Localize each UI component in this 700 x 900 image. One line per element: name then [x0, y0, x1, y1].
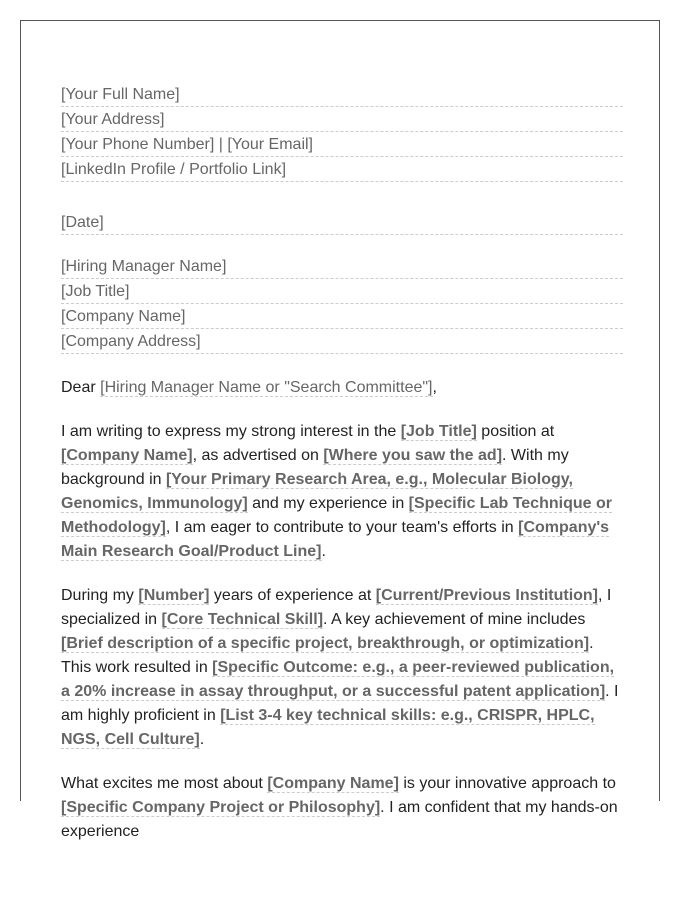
body-text: , as advertised on: [192, 447, 324, 464]
paragraph-2: [61, 584, 623, 752]
letter-body: [61, 83, 623, 844]
body-text: , I am eager to contribute to your team's efforts in: [165, 519, 519, 536]
placeholder-field[interactable]: [Specific Outcome: e.g., a peer-reviewed publication, a 20% increase in assay throughput, or a successful patent application]: [61, 659, 615, 700]
body-text: During my: [61, 587, 139, 604]
date-field[interactable]: [Date]: [61, 211, 623, 235]
company-name-field[interactable]: [Company Name]: [61, 305, 623, 329]
salutation-suffix: ,: [432, 379, 437, 396]
body-text: . I am confident that my hands-on experience: [61, 799, 618, 840]
placeholder-field[interactable]: [Current/Previous Institution]: [375, 587, 599, 604]
placeholder-field[interactable]: [Company Name]: [61, 447, 193, 464]
body-text: . With my background in: [61, 447, 569, 488]
placeholder-field[interactable]: [Specific Company Project or Philosophy]: [61, 799, 381, 816]
sender-contact-field[interactable]: [Your Phone Number] | [Your Email]: [61, 133, 623, 157]
placeholder-field[interactable]: [Company's Main Research Goal/Product Line]: [61, 519, 610, 560]
body-text: What excites me most about: [61, 775, 268, 792]
body-text: .: [199, 731, 205, 748]
hiring-manager-field[interactable]: [Hiring Manager Name]: [61, 255, 623, 279]
placeholder-field[interactable]: [Where you saw the ad]: [323, 447, 503, 464]
body-text: . This work resulted in: [61, 635, 594, 676]
body-text: position at: [476, 423, 555, 440]
placeholder-field[interactable]: [Core Technical Skill]: [161, 611, 324, 628]
body-text: and my experience in: [247, 495, 409, 512]
body-text: years of experience at: [209, 587, 376, 604]
letter-page: [20, 20, 660, 840]
salutation-prefix: Dear: [61, 379, 101, 396]
placeholder-field[interactable]: [List 3-4 key technical skills: e.g., CRISPR, HPLC, NGS, Cell Culture]: [61, 707, 595, 748]
job-title-field[interactable]: [Job Title]: [61, 280, 623, 304]
placeholder-field[interactable]: [Brief description of a specific project, breakthrough, or optimization]: [61, 635, 590, 652]
body-text: . I am highly proficient in: [61, 683, 619, 724]
placeholder-field[interactable]: [Number]: [138, 587, 210, 604]
body-text: is your innovative approach to: [398, 775, 616, 792]
salutation: [61, 376, 623, 400]
placeholder-field[interactable]: [Company Name]: [267, 775, 399, 792]
body-text: . A key achievement of mine includes: [323, 611, 586, 628]
company-address-field[interactable]: [Company Address]: [61, 330, 623, 354]
placeholder-field[interactable]: [Job Title]: [400, 423, 477, 440]
sender-link-field[interactable]: [LinkedIn Profile / Portfolio Link]: [61, 158, 623, 182]
paragraph-1: [61, 420, 623, 564]
sender-address-field[interactable]: [Your Address]: [61, 108, 623, 132]
placeholder-field[interactable]: [Specific Lab Technique or Methodology]: [61, 495, 612, 536]
salutation-name-field[interactable]: [Hiring Manager Name or "Search Committee"]: [100, 379, 433, 396]
body-text: , I specialized in: [61, 587, 612, 628]
body-text: .: [321, 543, 326, 560]
paragraph-3: [61, 772, 623, 844]
sender-name-field[interactable]: [Your Full Name]: [61, 83, 623, 107]
placeholder-field[interactable]: [Your Primary Research Area, e.g., Molecular Biology, Genomics, Immunology]: [61, 471, 573, 512]
body-text: I am writing to express my strong interest in the: [61, 423, 401, 440]
